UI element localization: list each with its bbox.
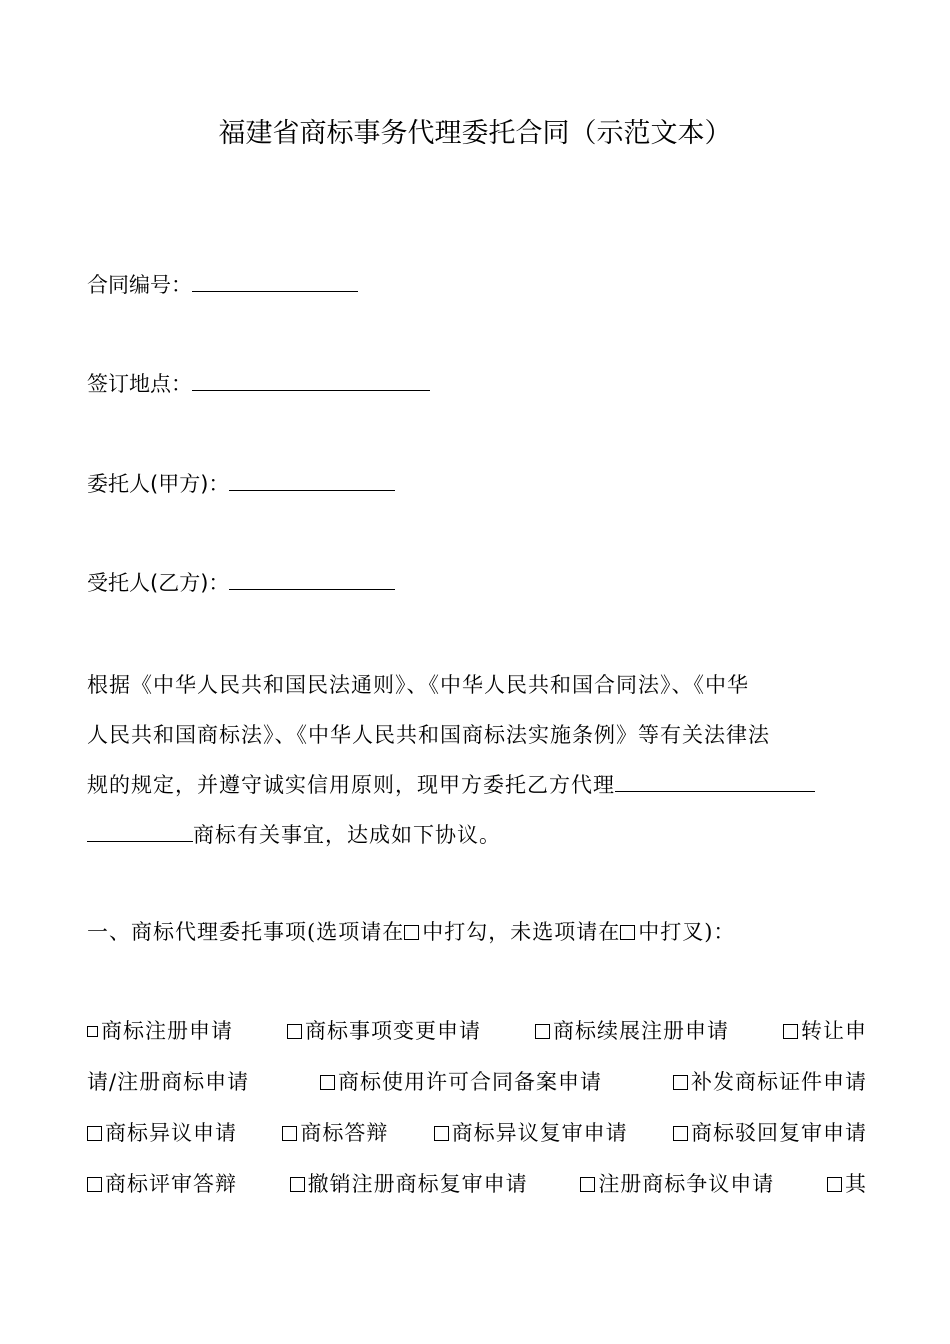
preamble-line-text: 商标有关事宜，达成如下协议。 (193, 823, 501, 847)
option-other[interactable] (827, 1159, 867, 1210)
option-label: 商标事项变更申请 (305, 1019, 481, 1043)
sign-place-blank[interactable] (192, 368, 430, 391)
checkbox-icon[interactable] (673, 1126, 688, 1141)
option-label: 请/注册商标申请 (87, 1070, 250, 1094)
option-label: 商标异议复审申请 (451, 1121, 628, 1145)
option-transfer-cont (87, 1057, 249, 1108)
option-revocation-review[interactable] (290, 1159, 528, 1210)
checkbox-icon[interactable] (434, 1126, 449, 1141)
agency-options (87, 1006, 867, 1210)
agency-matter-blank-cont[interactable] (87, 819, 193, 842)
contract-number-label: 合同编号： (87, 273, 192, 297)
heading-text: 中打叉)： (638, 920, 736, 944)
contract-number-field (87, 269, 358, 301)
checkbox-icon[interactable] (783, 1024, 798, 1039)
sign-place-label: 签订地点： (87, 372, 192, 396)
option-label: 商标驳回复审申请 (690, 1121, 867, 1145)
option-transfer[interactable] (783, 1006, 867, 1057)
preamble-line (87, 810, 863, 860)
client-blank[interactable] (229, 468, 395, 491)
option-reply[interactable] (282, 1108, 388, 1159)
option-label: 注册商标争议申请 (598, 1172, 775, 1196)
section-1-heading (87, 912, 735, 952)
checkbox-icon[interactable] (580, 1177, 595, 1192)
option-label: 商标注册申请 (101, 1019, 233, 1043)
option-label: 转让申 (801, 1019, 867, 1043)
heading-text: 一、商标代理委托事项(选项请在 (87, 920, 405, 944)
option-label: 商标评审答辩 (105, 1172, 237, 1196)
agent-field (87, 567, 395, 599)
checkbox-icon[interactable] (320, 1075, 335, 1090)
option-dispute[interactable] (580, 1159, 774, 1210)
client-label: 委托人(甲方)： (87, 472, 230, 496)
preamble-line-text: 规的规定，并遵守诚实信用原则，现甲方委托乙方代理 (87, 773, 615, 797)
checkbox-icon[interactable] (827, 1177, 842, 1192)
options-row (87, 1108, 867, 1159)
option-rejection-review[interactable] (673, 1108, 867, 1159)
option-label: 商标使用许可合同备案申请 (338, 1070, 603, 1094)
option-label: 商标答辩 (300, 1121, 389, 1145)
option-label: 商标异议申请 (105, 1121, 237, 1145)
option-opposition[interactable] (87, 1108, 237, 1159)
preamble-line: 根据《中华人民共和国民法通则》、《中华人民共和国合同法》、《中华 (87, 673, 749, 697)
contract-number-blank[interactable] (192, 269, 358, 292)
option-renewal[interactable] (535, 1006, 729, 1057)
checkbox-icon[interactable] (87, 1026, 98, 1037)
checkbox-icon (404, 925, 419, 940)
checkbox-icon[interactable] (290, 1177, 305, 1192)
agency-matter-blank[interactable] (615, 769, 815, 792)
option-change[interactable] (287, 1006, 481, 1057)
agent-label: 受托人(乙方)： (87, 571, 230, 595)
checkbox-icon[interactable] (535, 1024, 550, 1039)
option-label: 商标续展注册申请 (553, 1019, 729, 1043)
option-opposition-review[interactable] (434, 1108, 628, 1159)
option-trademark-registration[interactable] (87, 1006, 233, 1057)
option-review-reply[interactable] (87, 1159, 237, 1210)
option-label: 其 (844, 1172, 867, 1196)
options-row (87, 1159, 867, 1210)
checkbox-icon[interactable] (282, 1126, 297, 1141)
preamble-paragraph (87, 660, 863, 860)
option-reissue-certificate[interactable] (673, 1057, 867, 1108)
options-row (87, 1057, 867, 1108)
checkbox-icon[interactable] (87, 1126, 102, 1141)
option-label: 补发商标证件申请 (690, 1070, 867, 1094)
agent-blank[interactable] (229, 567, 395, 590)
checkbox-icon[interactable] (87, 1177, 102, 1192)
option-label: 撤销注册商标复审申请 (307, 1172, 528, 1196)
client-field (87, 468, 395, 500)
preamble-line: 人民共和国商标法》、《中华人民共和国商标法实施条例》等有关法律法 (87, 723, 770, 747)
option-license-filing[interactable] (320, 1057, 602, 1108)
heading-text: 中打勾，未选项请在 (422, 920, 621, 944)
checkbox-icon[interactable] (673, 1075, 688, 1090)
sign-place-field (87, 368, 430, 400)
checkbox-icon (620, 925, 635, 940)
preamble-line (87, 760, 863, 810)
document-title: 福建省商标事务代理委托合同（示范文本） (218, 118, 732, 149)
checkbox-icon[interactable] (287, 1024, 302, 1039)
options-row (87, 1006, 867, 1057)
